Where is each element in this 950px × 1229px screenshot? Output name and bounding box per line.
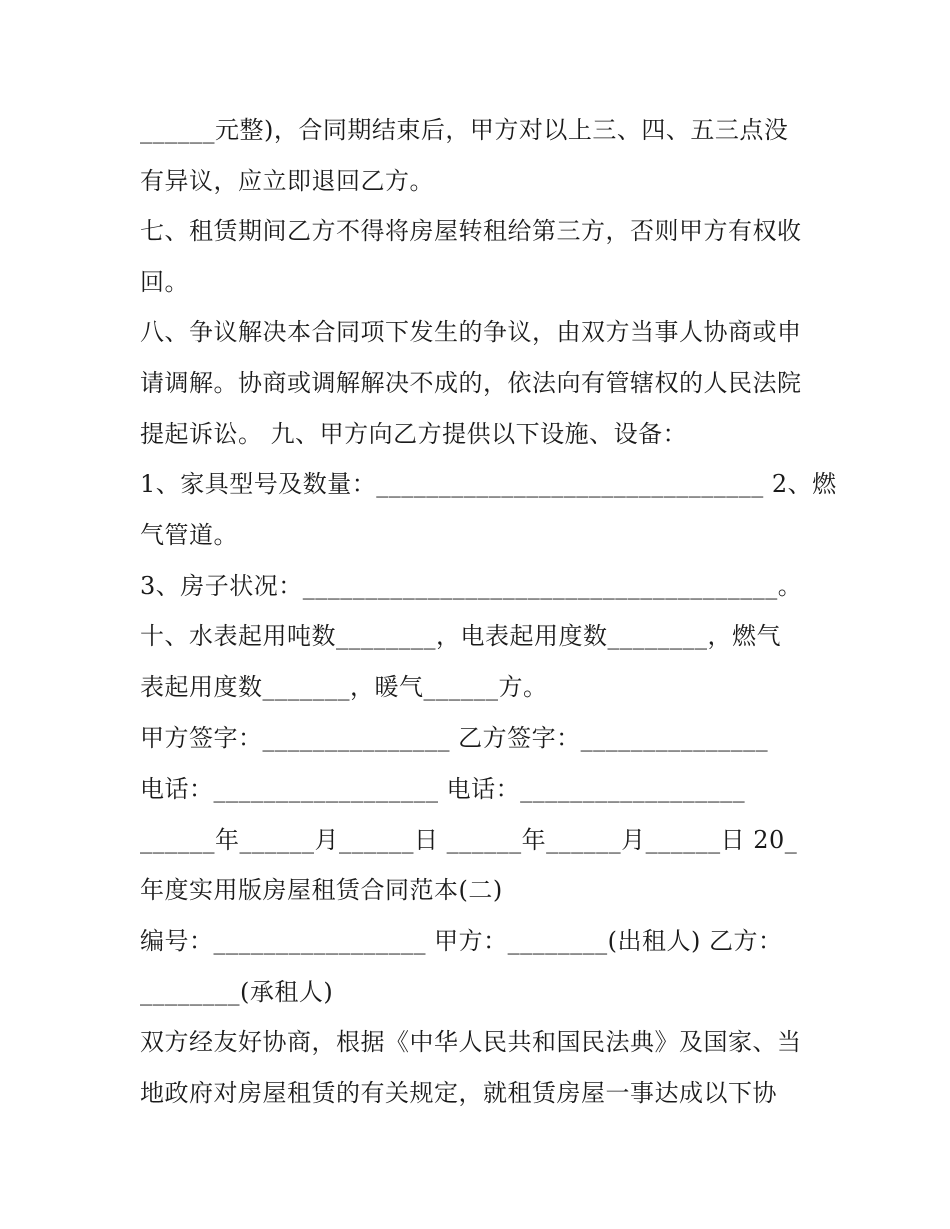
text-line: 表起用度数_______，暖气______方。 [140, 673, 548, 701]
text-line: 气管道。 [140, 521, 238, 549]
text-line: 电话：__________________ 电话：__________________ [140, 775, 746, 803]
text-line: 年度实用版房屋租赁合同范本(二) [140, 876, 503, 904]
text-line: 1、家具型号及数量：_______________________________ 2、燃 [140, 470, 837, 498]
text-line: 3、房子状况：______________________________________。 [140, 572, 803, 600]
text-line: 八、争议解决本合同项下发生的争议，由双方当事人协商或申 [140, 318, 802, 346]
text-line: 请调解。协商或调解解决不成的，依法向有管辖权的人民法院 [140, 369, 802, 397]
text-line: 编号：_________________ 甲方：________(出租人) 乙方： [140, 927, 783, 955]
text-line: 十、水表起用吨数________，电表起用度数________，燃气 [140, 622, 781, 650]
text-line: 回。 [140, 268, 189, 296]
text-line: 双方经友好协商，根据《中华人民共和国民法典》及国家、当 [140, 1028, 802, 1056]
text-line: 有异议，应立即退回乙方。 [140, 167, 434, 195]
text-line: 提起诉讼。 九、甲方向乙方提供以下设施、设备： [140, 420, 688, 448]
text-line: 七、租赁期间乙方不得将房屋转租给第三方，否则甲方有权收 [140, 217, 802, 245]
text-line: 甲方签字：_______________ 乙方签字：_______________ [140, 724, 769, 752]
text-line: ________(承租人) [140, 978, 334, 1006]
text-line: ______年______月______日 ______年______月______日 20_ [140, 826, 798, 854]
text-line: ______元整)，合同期结束后，甲方对以上三、四、五三点没 [140, 116, 789, 144]
text-line: 地政府对房屋租赁的有关规定，就租赁房屋一事达成以下协 [140, 1079, 777, 1107]
